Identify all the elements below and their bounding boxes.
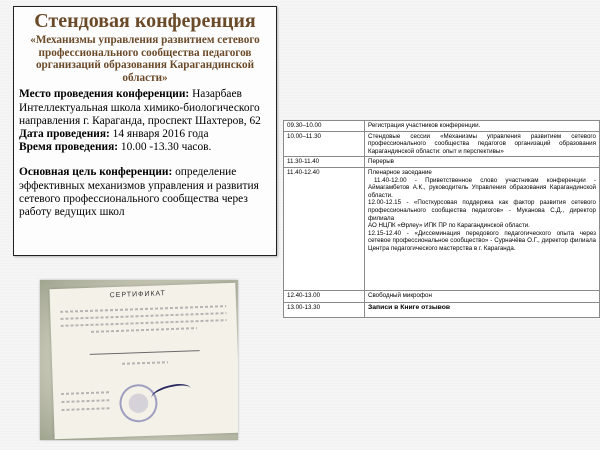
conference-info-panel bbox=[13, 6, 277, 256]
schedule-description bbox=[365, 290, 600, 302]
schedule-description bbox=[365, 131, 600, 157]
schedule-description-line: Свободный микрофон bbox=[368, 291, 432, 299]
schedule-description-line: Пленарное заседание bbox=[368, 168, 432, 176]
schedule-row bbox=[284, 157, 600, 168]
date-line: Дата проведения: 14 января 2016 года bbox=[19, 127, 209, 140]
schedule-description-line: Записи в Книге отзывов bbox=[368, 303, 451, 311]
schedule-time: 12.40-13.00 bbox=[284, 290, 365, 302]
schedule-description-line: Стендовые сессии «Механизмы управления развитием сетевого профессионального сообщества педагогов организаций образования Карагандинской области: опыт и перспективы» bbox=[368, 132, 596, 155]
schedule-description-line: 11.40-12.00 - Приветственное слово участникам конференции - Аймагамбетов А.К., руководитель Управления образования Карагандинской области. bbox=[368, 176, 596, 199]
certificate-text-line bbox=[91, 327, 197, 333]
certificate-text-line bbox=[61, 391, 109, 395]
certificate-paper bbox=[49, 283, 238, 439]
panel-subtitle: «Механизмы управления развитием сетевого профессионального сообщества педагогов организаций образования Карагандинской области» bbox=[30, 34, 260, 84]
goal-value: определение эффективных механизмов управления и развития сетевого профессионального сообщества через работу ведущих школ bbox=[19, 166, 259, 218]
schedule-description bbox=[365, 167, 600, 290]
schedule-time: 09.30–10.00 bbox=[284, 121, 365, 132]
date-label: Дата проведения bbox=[19, 127, 106, 140]
schedule-time: 11.30-11.40 bbox=[284, 157, 365, 168]
schedule-description-line: Регистрация участников конференции. bbox=[368, 122, 481, 129]
schedule-row bbox=[284, 290, 600, 302]
certificate-text-line bbox=[60, 305, 226, 313]
schedule-description-line: 12.00-12.15 - «Посткурсовая поддержка как фактор развития сетевого профессионального сообщества педагогов» - Муканова С.Д., директор филиала bbox=[368, 199, 596, 222]
venue-line: Место проведения конференции: Назарбаев Интеллектуальная школа химико-биологического направления г. Караганда, проспект Шахтеров, 62 bbox=[19, 88, 261, 127]
certificate-text-line bbox=[122, 361, 168, 365]
schedule-time: 11.40-12.40 bbox=[284, 167, 365, 290]
schedule-description bbox=[365, 302, 600, 317]
time-label: Время проведения bbox=[19, 141, 115, 154]
schedule-description bbox=[365, 157, 600, 168]
goal-label: Основная цель конференции: bbox=[19, 166, 173, 179]
schedule-row bbox=[284, 131, 600, 157]
certificate-text-line bbox=[61, 399, 109, 403]
time-value: 10.00 -13.30 часов. bbox=[120, 141, 212, 154]
schedule-row bbox=[284, 302, 600, 317]
schedule-time: 10.00–11.30 bbox=[284, 131, 365, 157]
schedule-description bbox=[365, 121, 600, 132]
schedule-description-line: 12.15-12.40 - «Диссеминация передового педагогического опыта через сетевое профессиональное сообщество» - Сурначёва О.Г., директор филиала Центра педагогического мастерства в г. Караганда. bbox=[368, 229, 596, 252]
schedule-row bbox=[284, 167, 600, 290]
date-value: 14 января 2016 года bbox=[112, 127, 209, 140]
schedule-table bbox=[283, 120, 600, 318]
venue-label: Место проведения конференции bbox=[19, 88, 186, 101]
panel-title: Стендовая конференция bbox=[34, 10, 256, 32]
schedule-description-line: Перерыв bbox=[368, 158, 394, 166]
goal-line bbox=[19, 166, 271, 219]
schedule-time: 13.00-13.30 bbox=[284, 302, 365, 317]
schedule-row bbox=[284, 121, 600, 132]
certificate-text-line bbox=[62, 407, 110, 411]
certificate-heading: СЕРТИФИКАТ bbox=[109, 290, 167, 300]
certificate-name-line bbox=[89, 342, 199, 355]
certificate-text-line bbox=[61, 319, 227, 327]
time-line: Время проведения: 10.00 -13.30 часов. bbox=[19, 141, 212, 154]
venue-value: Назарбаев Интеллектуальная школа химико-биологического направления г. Караганда, проспект Шахтеров, 62 bbox=[19, 88, 261, 127]
schedule-description-line: АО НЦПК «Өрлеу» ИПК ПР по Карагандинской области. bbox=[368, 222, 530, 230]
certificate-text-line bbox=[60, 312, 226, 320]
certificate-photo bbox=[40, 280, 238, 440]
certificate-signature bbox=[150, 381, 193, 406]
